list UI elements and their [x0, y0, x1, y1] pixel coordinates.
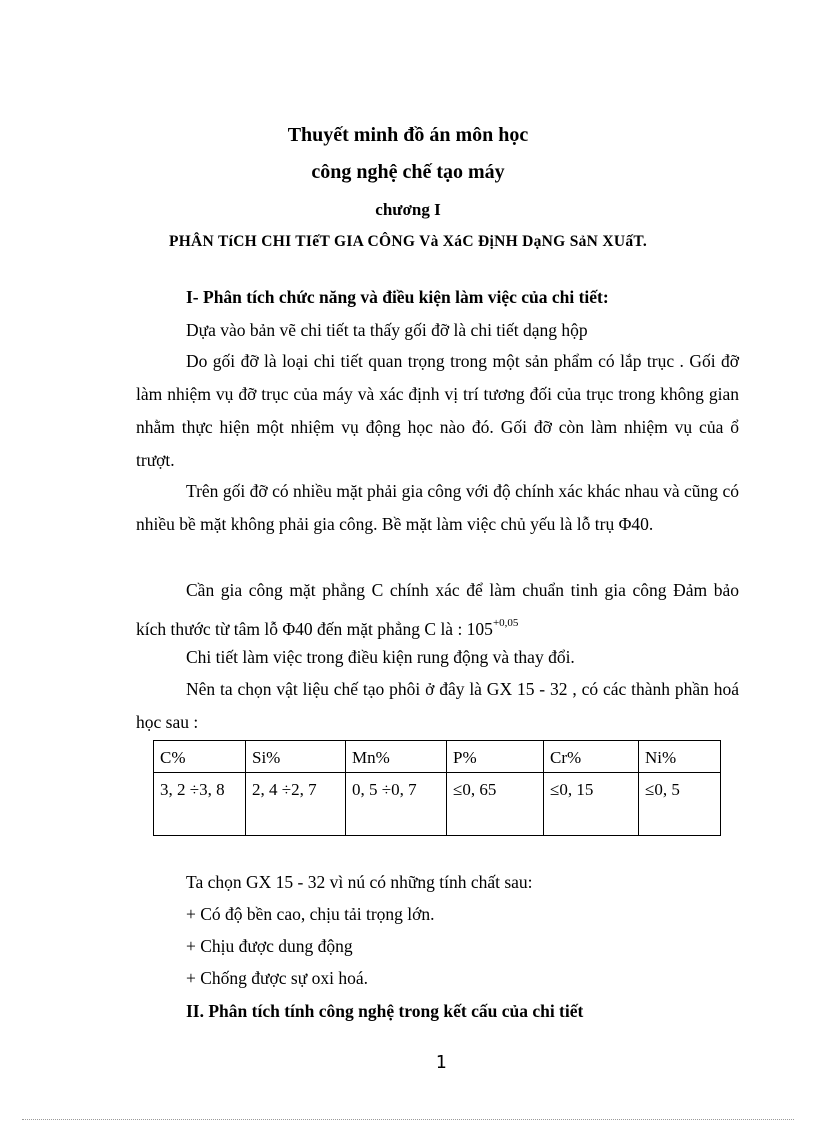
tolerance-superscript: +0,05	[492, 617, 519, 629]
paragraph-3: Trên gối đỡ có nhiều mặt phải gia công với độ chính xác khác nhau và cũng có nhiều bề mặt không phải gia công. Bề mặt làm việc chủ yếu là lỗ trụ Φ40.	[136, 481, 739, 534]
paragraph-1: Dựa vào bản vẽ chi tiết ta thấy gối đỡ là chi tiết dạng hộp	[186, 320, 588, 340]
document-title-line1: Thuyết minh đồ án môn học	[287, 124, 529, 146]
property-item: + Chịu được dung động	[186, 936, 353, 956]
property-item: + Chống được sự oxi hoá.	[186, 968, 368, 988]
page-bottom-divider	[22, 1119, 794, 1120]
value-cell-ni: ≤0, 5	[639, 773, 721, 836]
header-cell-c: C%	[154, 741, 246, 773]
value-cell-c: 3, 2 ÷3, 8	[154, 773, 246, 836]
header-cell-cr: Cr%	[544, 741, 639, 773]
paragraph-4-text: Cần gia công mặt phẳng C chính xác để làm chuẩn tinh gia công Đảm bảo kích thước từ tâm lỗ Φ40 đến mặt phẳng C là : 105	[136, 580, 739, 639]
section2-heading: II. Phân tích tính công nghệ trong kết cấu của chi tiết	[186, 1001, 584, 1021]
value-cell-p: ≤0, 65	[447, 773, 544, 836]
header-cell-mn: Mn%	[346, 741, 447, 773]
material-intro: Ta chọn GX 15 - 32 vì nú có những tính chất sau:	[186, 872, 533, 892]
header-cell-si: Si%	[246, 741, 346, 773]
paragraph-6: Nên ta chọn vật liệu chế tạo phôi ở đây là GX 15 - 32 , có các thành phần hoá học sau :	[136, 679, 739, 732]
page-number: 1	[435, 1052, 447, 1073]
table-header-row	[154, 741, 721, 773]
value-cell-cr: ≤0, 15	[544, 773, 639, 836]
document-title-line2: công nghệ chế tạo máy	[311, 161, 505, 183]
paragraph-5: Chi tiết làm việc trong điều kiện rung động và thay đổi.	[186, 647, 575, 667]
paragraph-2: Do gối đỡ là loại chi tiết quan trọng trong một sản phẩm có lắp trục . Gối đỡ làm nhiệm vụ đỡ trục của máy và xác định vị trí tương đối của trục trong không gian nhằm thực hiện một nhiệm vụ động học nào đó. Gối đỡ còn làm nhiệm vụ của ổ trượt.	[136, 351, 739, 470]
section1-heading: I- Phân tích chức năng và điều kiện làm việc của chi tiết:	[186, 287, 609, 307]
header-cell-ni: Ni%	[639, 741, 721, 773]
chapter-label: chương I	[375, 200, 441, 219]
composition-table	[153, 740, 721, 836]
table-row	[154, 773, 721, 836]
header-cell-p: P%	[447, 741, 544, 773]
paragraph-4	[136, 574, 739, 646]
value-cell-si: 2, 4 ÷2, 7	[246, 773, 346, 836]
property-item: + Có độ bền cao, chịu tải trọng lớn.	[186, 904, 435, 924]
chapter-title: PHÂN TíCH CHI TIếT GIA CÔNG Và XáC ĐịNH DạNG SảN XUấT.	[168, 233, 648, 250]
value-cell-mn: 0, 5 ÷0, 7	[346, 773, 447, 836]
